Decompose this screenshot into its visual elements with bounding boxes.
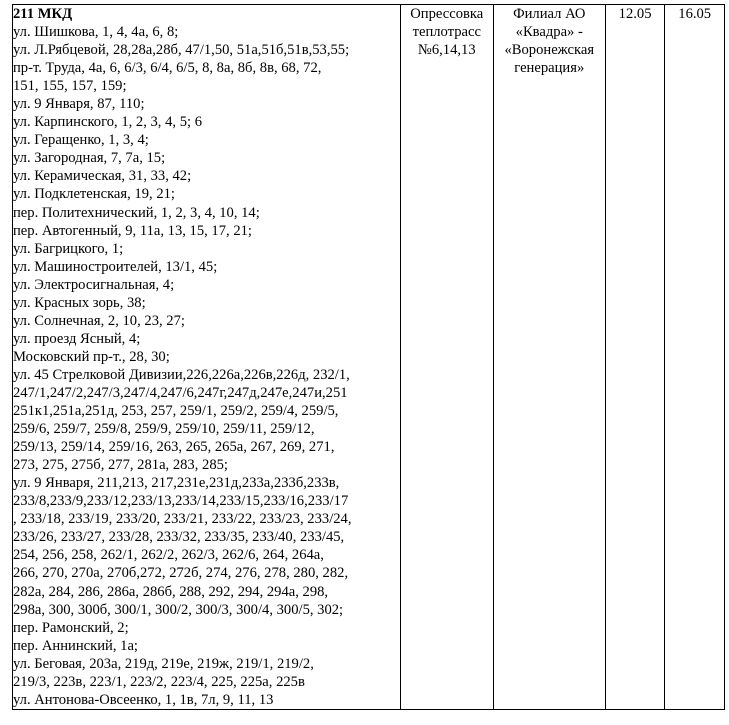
address-line: ул. 45 Стрелковой Дивизии,226,226а,226в,226д, 232/1,: [13, 366, 350, 383]
buildings-count-header: 211 МКД: [13, 6, 73, 22]
address-line: ул. Подклетенская, 19, 21;: [13, 186, 175, 203]
end-date: 16.05: [678, 6, 712, 22]
address-line: 233/8,233/9,233/12,233/13,233/14,233/15,233/16,233/17: [13, 493, 349, 510]
address-line: Московский пр-т., 28, 30;: [13, 348, 170, 365]
address-line: ул. Керамическая, 31, 33, 42;: [13, 168, 192, 185]
address-line: ул. Шишкова, 1, 4, 4а, 6, 8;: [13, 24, 179, 41]
organization-line: генерация»: [514, 60, 585, 77]
address-line: 259/6, 259/7, 259/8, 259/9, 259/10, 259/11, 259/12,: [13, 421, 315, 438]
work-type-line: №6,14,13: [417, 42, 476, 59]
organization-line: Филиал АО: [513, 6, 586, 22]
organization-cell: [493, 5, 605, 710]
start-date: 12.05: [618, 6, 652, 22]
address-cell: [13, 5, 401, 710]
address-line: 151, 155, 157, 159;: [13, 78, 127, 95]
address-line: , 233/18, 233/19, 233/20, 233/21, 233/22, 233/23, 233/24,: [13, 511, 352, 528]
work-type-line: теплотрасс: [412, 24, 481, 41]
work-type-text: [401, 5, 493, 59]
work-type-line: Опрессовка: [410, 6, 484, 22]
address-line: ул. Антонова-Овсеенко, 1, 1в, 7л, 9, 11, 13: [13, 691, 274, 708]
address-line: ул. Багрицкого, 1;: [13, 240, 124, 257]
outage-table: [12, 4, 725, 710]
address-line: ул. 9 Января, 87, 110;: [13, 96, 145, 113]
address-line: 233/26, 233/27, 233/28, 233/32, 233/35, 233/40, 233/45,: [13, 529, 345, 546]
address-line: ул. Электросигнальная, 4;: [13, 276, 175, 293]
address-line: пр-т. Труда, 4а, 6, 6/3, 6/4, 6/5, 8, 8а, 8б, 8в, 68, 72,: [13, 60, 322, 77]
work-type-cell: [400, 5, 493, 710]
address-line: 298а, 300, 300б, 300/1, 300/2, 300/3, 300/4, 300/5, 302;: [13, 601, 344, 618]
address-line: ул. Солнечная, 2, 10, 23, 27;: [13, 312, 185, 329]
table-row: [13, 5, 725, 710]
address-line: ул. Л.Рябцевой, 28,28а,28б, 47/1,50, 51а,51б,51в,53,55;: [13, 42, 350, 59]
address-line: 219/3, 223в, 223/1, 223/2, 223/4, 225, 225а, 225в: [13, 673, 305, 690]
address-line: ул. Машиностроителей, 13/1, 45;: [13, 258, 218, 275]
address-line: 273, 275, 275б, 277, 281а, 283, 285;: [13, 457, 228, 474]
address-line: ул. Карпинского, 1, 2, 3, 4, 5; 6: [13, 114, 202, 131]
address-line: ул. Загородная, 7, 7а, 15;: [13, 150, 166, 167]
address-line: 259/13, 259/14, 259/16, 263, 265, 265а, 267, 269, 271,: [13, 439, 335, 456]
organization-line: «Квадра» -: [515, 24, 583, 41]
address-line: ул. проезд Ясный, 4;: [13, 330, 141, 347]
address-line: ул. 9 Января, 211,213, 217,231е,231д,233а,233б,233в,: [13, 475, 340, 492]
start-date-cell: [605, 5, 665, 710]
address-line: 251к1,251а,251д, 253, 257, 259/1, 259/2, 259/4, 259/5,: [13, 403, 339, 420]
address-line: 282а, 284, 286, 286а, 286б, 288, 292, 294, 294а, 298,: [13, 583, 329, 600]
address-line: пер. Аннинский, 1а;: [13, 637, 138, 654]
address-line: 254, 256, 258, 262/1, 262/2, 262/3, 262/6, 264, 264а,: [13, 547, 324, 564]
end-date-cell: [665, 5, 725, 710]
address-line: ул. Геращенко, 1, 3, 4;: [13, 132, 149, 149]
organization-line: «Воронежская: [504, 42, 595, 59]
address-line: 247/1,247/2,247/3,247/4,247/6,247г,247д,247е,247и,251: [13, 384, 348, 401]
address-line: пер. Автогенный, 9, 11а, 13, 15, 17, 21;: [13, 222, 252, 239]
address-line: ул. Беговая, 203а, 219д, 219е, 219ж, 219/1, 219/2,: [13, 655, 314, 672]
address-list: [13, 23, 400, 709]
address-line: пер. Рамонский, 2;: [13, 619, 129, 636]
address-line: пер. Политехнический, 1, 2, 3, 4, 10, 14;: [13, 204, 260, 221]
address-line: ул. Красных зорь, 38;: [13, 294, 146, 311]
organization-text: [494, 5, 605, 77]
address-line: 266, 270, 270а, 270б,272, 272б, 274, 276, 278, 280, 282,: [13, 565, 349, 582]
